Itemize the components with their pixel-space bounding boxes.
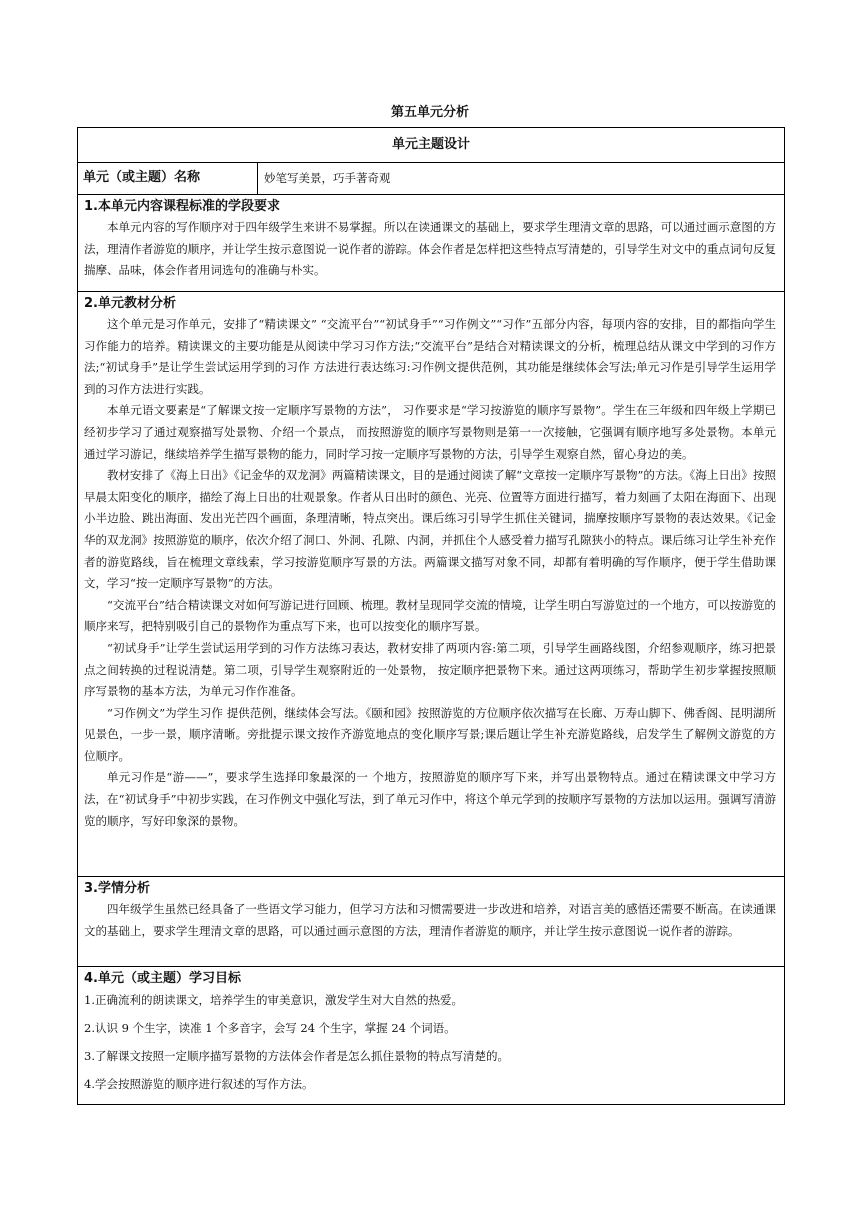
section-paragraph: 本单元语文要素是“了解课文按一定顺序写景物的方法”， 习作要求是“学习按游览的顺序写景物”。学生在三年级和四年级上学期已经初步学习了通过观察描写处景物、介绍一个景点， 而按照游览的顺序写景物则是第一一次接触，它强调有顺序地写多处景物。本单元通过学习游记，继续培养学生描写景物的能力，同时学习按一定顺序写景物的方法，引导学生观察自然，留心身边的美。 [84, 403, 776, 461]
section-paragraph: “习作例文”为学生习作 提供范例，继续体会写法。《颐和园》按照游览的方位顺序依次描写在长廊、万寿山脚下、佛香阁、昆明湖所见景色，一步一景，顺序清晰。旁批提示课文按作齐游览地点的变化顺序写景;课后题让学生补充游览路线，启发学生了解例文游览的方位顺序。 [84, 705, 776, 763]
goal-item: 2.认识 9 个生字，读准 1 个多音字，会写 24 个生字，掌握 24 个词语。 [84, 1021, 456, 1035]
unit-name-value: 妙笔写美景，巧手著奇观 [264, 171, 391, 185]
section-title: 2.单元教材分析 [84, 296, 176, 311]
section-material-analysis [78, 292, 784, 877]
goal-item: 4.学会按照游览的顺序进行叙述的写作方法。 [84, 1077, 314, 1091]
section-learning-goals [78, 967, 784, 1104]
section-student-analysis [78, 877, 784, 967]
section-paragraph: 本单元内容的写作顺序对于四年级学生来讲不易掌握。所以在读通课文的基础上，要求学生理清文章的思路，可以通过画示意图的方法，理清作者游览的顺序，并让学生按示意图说一说作者的游踪。体会作者是怎样把这些特点写清楚的，引导学生对文中的重点词句反复揣摩、品味，体会作者用词选句的准确与朴实。 [84, 220, 776, 278]
section-paragraph: “初试身手”让学生尝试运用学到的习作方法练习表达，教材安排了两项内容:第二项，引导学生画路线图，介绍参观顺序，练习把景点之间转换的过程说清楚。第二项，引导学生观察附近的一处景物， 按定顺序把景物下来。通过这两项练习，帮助学生初步掌握按照顺序写景物的基本方法，为单元习作作准备。 [84, 640, 776, 699]
unit-analysis-table [77, 127, 785, 1105]
section-title: 3.学情分析 [84, 881, 150, 896]
section-paragraph: 单元习作是“游——”，要求学生选择印象最深的一 个地方，按照游览的顺序写下来，并写出景物特点。通过在精读课文中学习方法，在“初试身手”中初步实践，在习作例文中强化写法，到了单元习作中，将这个单元学到的按顺序写景物的方法加以运用。强调写清游览的顺序，写好印象深的景物。 [84, 770, 776, 828]
section-paragraph: 教材安排了《海上日出》《记金华的双龙洞》两篇精读课文，目的是通过阅读了解“文章按一定顺序写景物”的方法。《海上日出》按照早晨太阳变化的顺序，描绘了海上日出的壮观景象。作者从日出时的颜色、光亮、位置等方面进行描写，着力刻画了太阳在海面下、出现小半边脸、跳出海面、发出光芒四个画面，条理清晰，特点突出。课后练习引导学生抓住关键词，揣摩按顺序写景物的表达效果。《记金华的双龙洞》按照游览的顺序，依次介绍了洞口、外洞、孔隙、内洞，并抓住个人感受着力描写孔隙狭小的特点。课后练习让学生补充作者的游览路线，旨在梳理文章线索，学习按游览顺序写景的方法。两篇课文描写对象不同，却都有着明确的写作顺序，便于学生借助课文，学习“按一定顺序写景物”的方法。 [84, 468, 776, 591]
section-paragraph: 四年级学生虽然已经具备了一些语文学习能力，但学习方法和习惯需要进一步改进和培养，对语言美的感悟还需要不断高。在读通课文的基础上，要求学生理清文章的思路，可以通过画示意图的方法，理清作者游览的顺序，并让学生按示意图说一说作者的游踪。 [84, 902, 776, 938]
section-title: 4.单元（或主题）学习目标 [84, 971, 241, 986]
unit-name-row [78, 163, 784, 195]
table-header: 单元主题设计 [78, 128, 784, 163]
page-title: 第五单元分析 [390, 105, 469, 120]
goal-item: 3.了解课文按照一定顺序描写景物的方法体会作者是怎么抓住景物的特点写清楚的。 [84, 1049, 509, 1063]
goal-item: 1.正确流利的朗读课文，培养学生的审美意识，激发学生对大自然的热爱。 [84, 993, 463, 1007]
section-title: 1.本单元内容课程标准的学段要求 [84, 199, 280, 214]
unit-name-label: 单元（或主题）名称 [78, 163, 258, 194]
section-paragraph: “交流平台”结合精读课文对如何写游记进行回顾、梳理。教材呈现同学交流的情境，让学生明白写游览过的一个地方，可以按游览的顺序来写，把特别吸引自己的景物作为重点写下来，也可以按变化的顺序写景。 [84, 597, 776, 634]
section-standards [78, 195, 784, 292]
section-paragraph: 这个单元是习作单元，安排了“精读课文” “交流平台”“初试身手”“习作例文”“习作”五部分内容，每项内容的安排，目的都指向学生习作能力的培养。精读课文的主要功能是从阅读中学习习作方法;“交流平台”是结合对精读课文的分析，梳理总结从课文中学到的习作方法;“初试身手”是让学生尝试运用学到的习作 方法进行表达练习:习作例文提供范例，其功能是继续体会写法;单元习作是引导学生运用学到的习作方法进行实践。 [84, 317, 776, 396]
